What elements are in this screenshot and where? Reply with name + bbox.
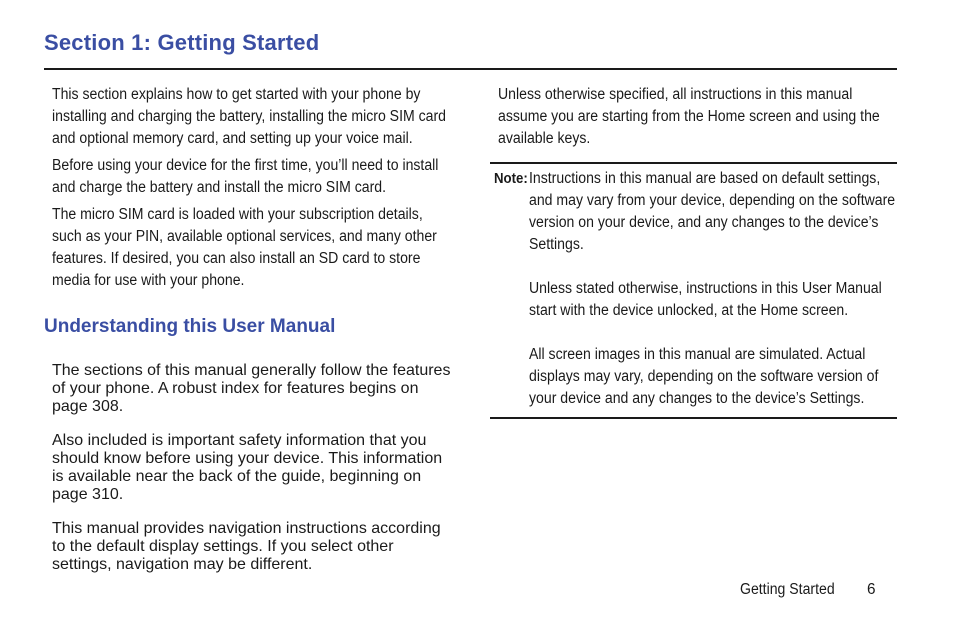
note-label: Note:: [494, 170, 528, 187]
intro-paragraph: The micro SIM card is loaded with your subscription details, such as your PIN, available optional services, and many other features. If desired, you can also install an SD card to store media for use with your phone.: [52, 206, 437, 289]
manual-paragraph: Also included is important safety information that you should know before using your device. This information is available near the back of the guide, beginning on page 310.: [52, 432, 443, 503]
note-body: [529, 168, 924, 432]
note-bottom-divider: [490, 417, 897, 419]
note-paragraph: All screen images in this manual are simulated. Actual displays may vary, depending on the software version of your device and any changes to the device’s Settings.: [529, 346, 879, 407]
intro-paragraph: Before using your device for the first time, you’ll need to install and charge the battery and install the micro SIM card.: [52, 157, 439, 196]
right-column: [498, 84, 898, 155]
page-number: 6: [867, 581, 876, 598]
footer-section-name: Getting Started: [740, 581, 835, 598]
note-paragraph: Instructions in this manual are based on default settings, and may vary from your device, depending on the software version on your device, and any changes to the device’s Settings.: [529, 170, 896, 253]
right-paragraph: Unless otherwise specified, all instructions in this manual assume you are starting from the Home screen and using the available keys.: [498, 86, 880, 147]
manual-paragraph: The sections of this manual generally follow the features of your phone. A robust index for features begins on page 308.: [52, 362, 451, 415]
section-title: Section 1: Getting Started: [44, 30, 320, 55]
note-paragraph: Unless stated otherwise, instructions in this User Manual start with the device unlocked, at the Home screen.: [529, 280, 882, 319]
title-divider: [44, 68, 897, 70]
manual-paragraph: This manual provides navigation instructions according to the default display settings. If you select other settings, navigation may be different.: [52, 520, 441, 573]
subheading: Understanding this User Manual: [44, 316, 336, 337]
note-top-divider: [490, 162, 897, 164]
intro-paragraph: This section explains how to get started with your phone by installing and charging the battery, installing the micro SIM card and optional memory card, and setting up your voice mail.: [52, 86, 446, 147]
manual-column: [52, 346, 452, 590]
intro-column: [52, 84, 452, 297]
